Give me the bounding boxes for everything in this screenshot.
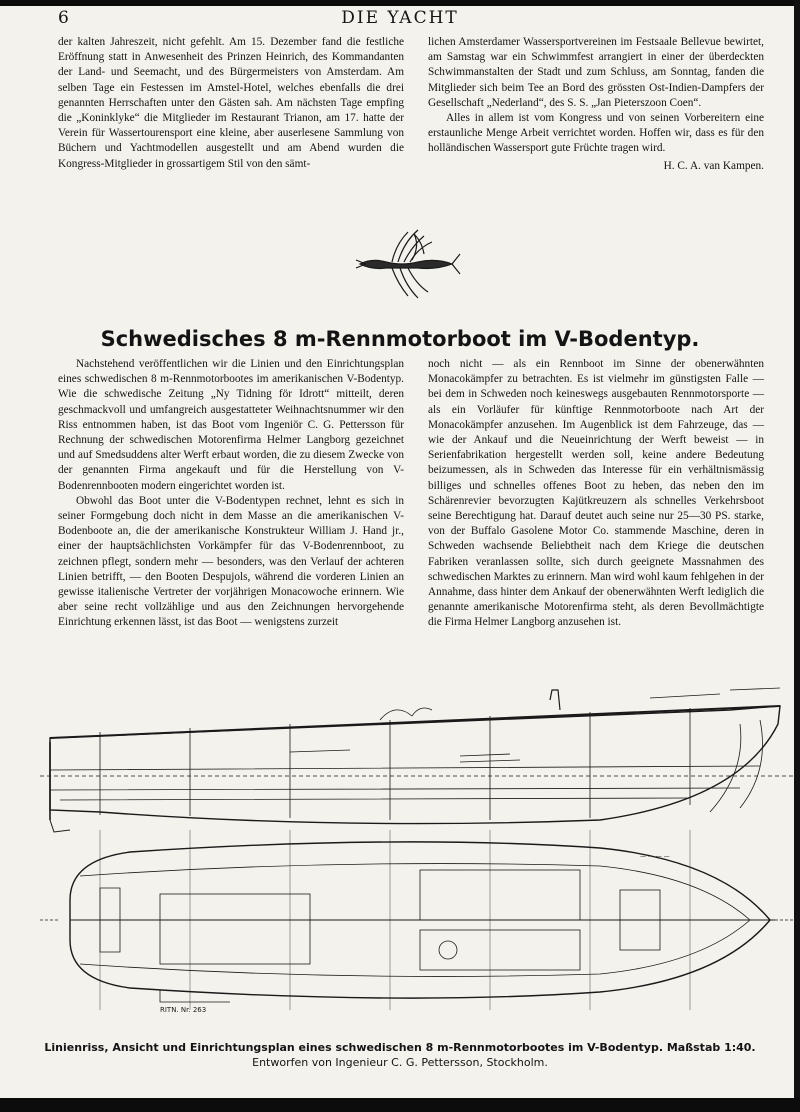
drawing-label: — — — — — [640, 853, 670, 860]
lobster-vignette — [352, 224, 462, 304]
article-title: Schwedisches 8 m-Rennmotorboot im V-Bodentyp. — [100, 327, 700, 351]
boat-line-drawing — [40, 680, 795, 1040]
caption-line-1: Linienriss, Ansicht und Einrichtungsplan eines schwedischen 8 m-Rennmotorbootes im V-Bodentyp. Maßstab 1:40. — [44, 1041, 756, 1054]
article-right-column — [428, 357, 764, 631]
caption-line-2: Entworfen von Ingenieur C. G. Pettersson, Stockholm. — [252, 1056, 548, 1069]
previous-article-left-column — [58, 35, 404, 172]
article-paragraph: noch nicht — als ein Rennboot im Sinne der obenerwähnten Monacokämpfer zu betrachten. Es ist vielmehr im günstigsten Falle — bei dem in Schweden noch keineswegs ausgebauten Rennmotorsporte — als ein Vorläufer für künftige Rennmotorboote nach Art der Monacokämpfer anzusehen. Im Augenblick ist dem Fahrzeuge, das — wie der Ankauf und die Neueinrichtung der Werft beweist — in Serienfabrikation hergestellt werden soll, keine andere Bedeutung beizumessen, als in Schweden das Interesse für ein verhältnismässig billiges und schnelles offenes Boot zu heben, das neben den im Schärenrevier bevorzugten Kajütkreuzern als schnelles Verkehrsboot seine Berechtigung hat. Darauf deutet auch seine nur 25—30 PS. starke, von der Buffalo Gasolene Motor Co. stammende Maschine, deren in Schweden wachsende Beliebtheit nach dem Kriege die deutschen Fabriken veranlassen sollte, sich durch geeignete Massnahmen des schwedischen Marktes zu erinnern. Man wird wohl kaum fehlgehen in der Annahme, dass hinter dem Ankauf der obenerwähnten Werft lediglich die genannte amerikanische Motorenfirma steht, als deren Bevollmächtigte die Firma Helmer Langborg anzusehen ist. — [428, 358, 764, 629]
author-signature: H. C. A. van Kampen. — [663, 159, 764, 172]
previous-article-paragraph: lichen Amsterdamer Wassersportvereinen im Festsaale Bellevue bewirtet, am Samstag war ein Schwimmfest arrangiert in einer der überdeckten Schwimmanstalten der Stadt und zum Schluss, am Sonntag, fanden die Mitglieder sich beim Tee an Bord des grössten Ost-Indien-Dampfers der Gesellschaft „Nederland“, des S. S. „Jan Pieterszoon Coen“. — [428, 36, 764, 109]
figure-caption — [0, 1040, 800, 1070]
article-paragraph: Nachstehend veröffentlichen wir die Linien und den Einrichtungsplan eines schwedischen 8 m-Rennmotorbootes im amerikanischen V-Bodentyp. Wie die schwedische Zeitung „Ny Tidning för Idrott“ mitteilt, deren geschmackvoll und umfangreich ausgestatteter Weihnachtsnummer wir den Riss entnommen haben, ist das Boot vom Ingeniör C. G. Pettersson für Rechnung der schwedischen Motorenfirma Helmer Langborg gezeichnet und auf Smedsuddens alter Werft erbaut worden, die zu diesem Zwecke von der genannten Firma angekauft und für die Herstellung von V-Bodenrennbooten modern eingerichtet worden ist. — [58, 358, 404, 492]
profile-view — [40, 688, 795, 832]
article-left-column — [58, 357, 404, 631]
article-paragraph: Obwohl das Boot unter die V-Bodentypen rechnet, lehnt es sich in seiner Formgebung doch nicht in dem Masse an die amerikanischen V-Bodenboote an, die der amerikanische Konstrukteur William J. Hand jr., einer der hauptsächlichsten Vorkämpfer für das V-Bodenrennboot, zu zeichnen pflegt, sondern mehr — besonders, was den Verlauf der achteren Linien betrifft, — den Booten Despujols, während die vorderen Linien an gewisse italienische Vertreter der vorjährigen Monacowoche erinnern. Wie aber seine recht vollzählige und aus den Zeichnungen hervorgehende Einrichtung erkennen lässt, ist das Boot — wenigstens zurzeit — [58, 494, 404, 629]
running-head: DIE YACHT — [341, 8, 459, 28]
scan-edge-top — [0, 0, 800, 6]
previous-article-paragraph: der kalten Jahreszeit, nicht gefehlt. Am 15. Dezember fand die festliche Eröffnung statt in Anwesenheit des Prinzen Heinrich, des Kommandanten der Land- und Seemacht, und des Bürgermeisters von Amsterdam. Am selben Tage ein Festessen im Amstel-Hotel, welches ebenfalls die drei genannten Herrschaften unter den Gästen sah. Am nächsten Tage empfing die „Koninklyke“ die Mitglieder im Restaurant Trianon, am 17. hatte der Verein für Wassertourensport eine kleine, aber auserlesene Sammlung von Büchern und Yachtmodellen ausgestellt und am Abend wurden die Kongress-Mitglieder in grossartigem Stil von den sämt- — [58, 36, 404, 170]
plan-view — [40, 830, 795, 1010]
drawing-number: RITN. Nr. 263 — [160, 1006, 207, 1014]
scan-edge-bottom — [0, 1098, 800, 1112]
previous-article-paragraph: Alles in allem ist vom Kongress und von seinen Vorbereitern eine erstaunliche Menge Arbeit verrichtet worden. Hoffen wir, dass es für den holländischen Wassersport gute Früchte tragen wird. — [428, 112, 764, 155]
page-number: 6 — [58, 8, 69, 28]
previous-article-right-column — [428, 35, 764, 174]
